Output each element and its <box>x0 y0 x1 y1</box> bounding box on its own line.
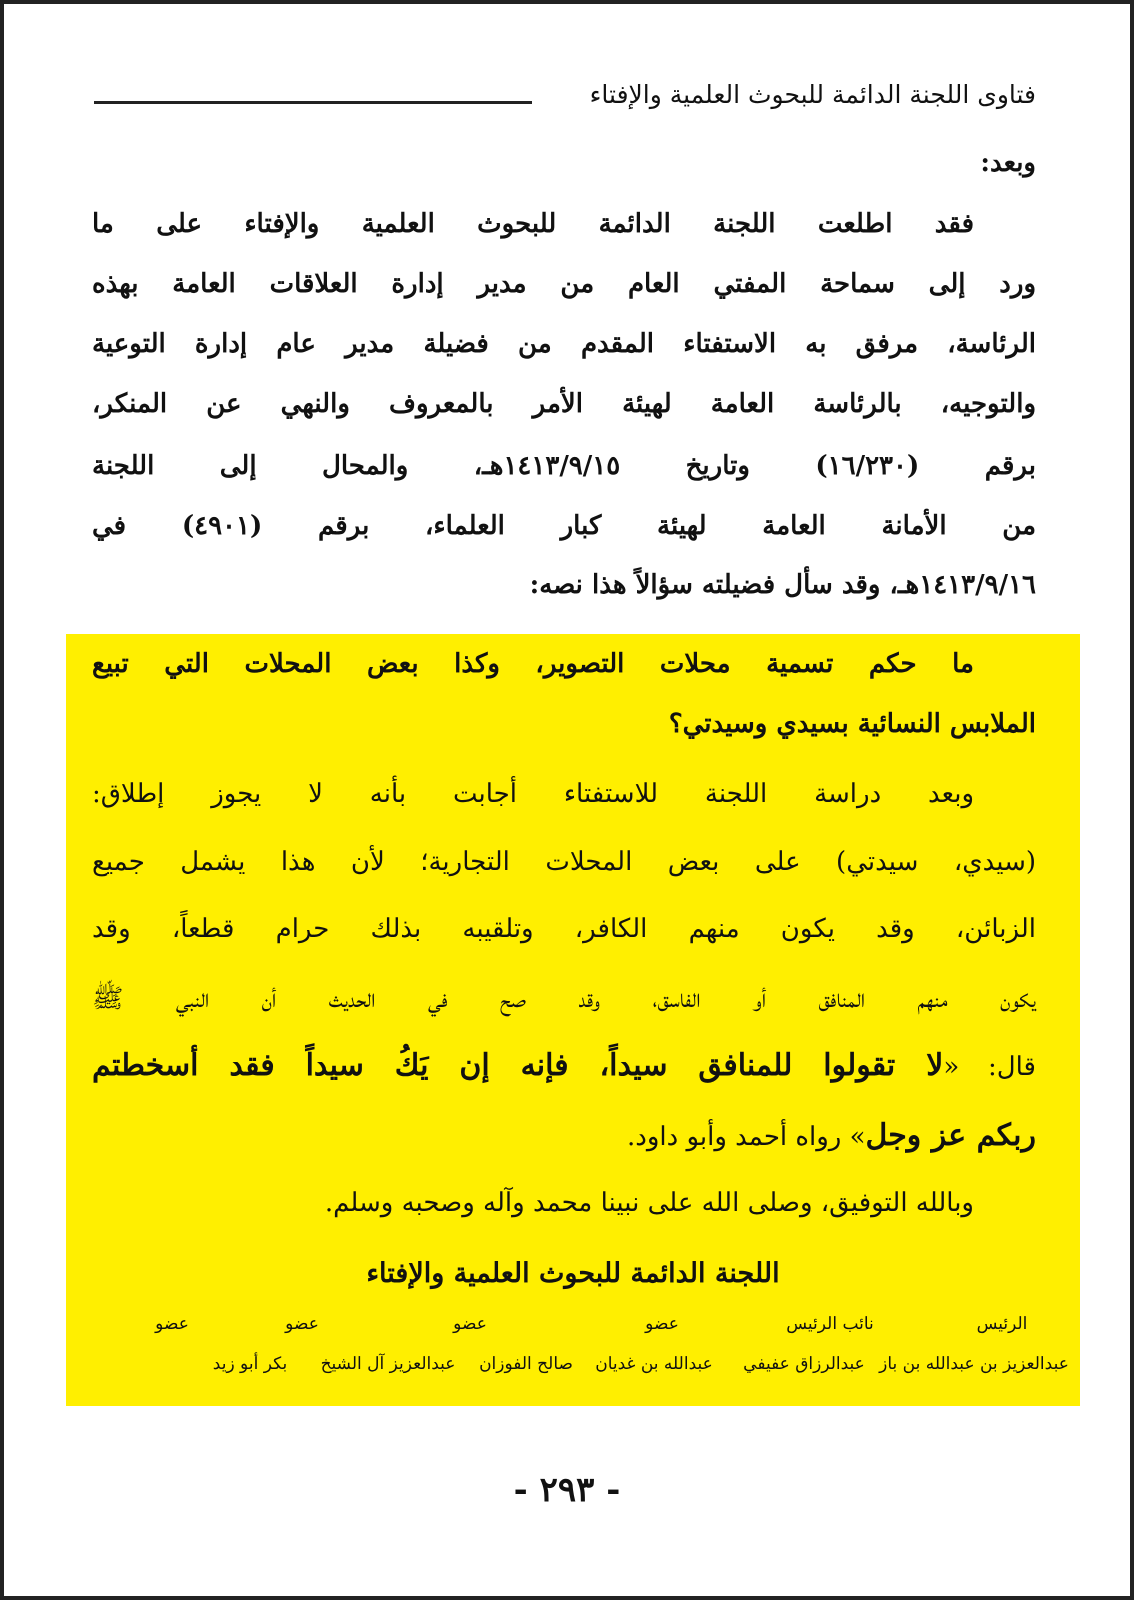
member-role-5: عضو <box>285 1314 319 1334</box>
answer-line-4: يكون منهم المنافق أو الفاسق، وقد صح في الحديث أن النبي ﷺ <box>92 984 1036 1014</box>
question-line-2: الملابس النسائية بسيدي وسيدتي؟ <box>668 709 1036 739</box>
member-role-vice-president: نائب الرئيس <box>786 1314 874 1334</box>
hadith-prefix: قال: « <box>943 1052 1036 1082</box>
hadith-text-1: لا تقولوا للمنافق سيداً، فإنه إن يَكُ سيداً فقد أسخطتم <box>92 1048 944 1083</box>
member-name-5: عبدالعزيز آل الشيخ <box>320 1354 456 1374</box>
closing-line: وبالله التوفيق، وصلى الله على نبينا محمد وآله وصحبه وسلم. <box>324 1188 974 1218</box>
committee-signature-title: اللجنة الدائمة للبحوث العلمية والإفتاء <box>366 1258 780 1289</box>
member-role-4: عضو <box>453 1314 487 1334</box>
answer-line-2: (سيدي، سيدتي) على بعض المحلات التجارية؛ لأن هذا يشمل جميع <box>92 847 1036 877</box>
member-name-4: صالح الفوزان <box>479 1354 573 1374</box>
hadith-line-2 <box>92 1118 1036 1153</box>
body-line-1: فقد اطلعت اللجنة الدائمة للبحوث العلمية والإفتاء على ما <box>92 209 974 239</box>
body-line-2: ورد إلى سماحة المفتي العام من مدير إدارة العلاقات العامة بهذه <box>92 269 1036 299</box>
hadith-line-1 <box>92 1048 1036 1083</box>
answer-line-1: وبعد دراسة اللجنة للاستفتاء أجابت بأنه لا يجوز إطلاق: <box>92 779 974 809</box>
header-rule <box>94 101 532 104</box>
hadith-text-2: ربكم عز وجل <box>865 1118 1036 1153</box>
question-line-1: ما حكم تسمية محلات التصوير، وكذا بعض المحلات التي تبيع <box>92 649 974 679</box>
member-name-vice-president: عبدالرزاق عفيفي <box>743 1354 865 1374</box>
member-role-3: عضو <box>645 1314 679 1334</box>
member-role-6: عضو <box>155 1314 189 1334</box>
running-header-title: فتاوى اللجنة الدائمة للبحوث العلمية والإفتاء <box>589 80 1036 109</box>
member-name-president: عبدالعزيز بن عبدالله بن باز <box>879 1354 1069 1374</box>
member-name-3: عبدالله بن غديان <box>595 1354 713 1374</box>
member-name-6: بكر أبو زيد <box>212 1354 288 1374</box>
body-line-7: ١٤١٣/٩/١٦هـ، وقد سأل فضيلته سؤالاً هذا نصه: <box>529 570 1036 600</box>
body-line-3: الرئاسة، مرفق به الاستفتاء المقدم من فضيلة مدير عام إدارة التوعية <box>92 329 1036 359</box>
highlighted-fatwa-block <box>66 634 1080 1406</box>
page-number: - ٢٩٣ - <box>513 1470 621 1510</box>
body-line-5: برقم (١٦/٢٣٠) وتاريخ ١٤١٣/٩/١٥هـ، والمحال إلى اللجنة <box>92 451 1037 481</box>
body-line-4: والتوجيه، بالرئاسة العامة لهيئة الأمر بالمعروف والنهي عن المنكر، <box>92 389 1036 419</box>
intro-line: وبعد: <box>980 148 1036 178</box>
member-role-president: الرئيس <box>976 1314 1028 1334</box>
answer-line-3: الزبائن، وقد يكون منهم الكافر، وتلقيبه بذلك حرام قطعاً، وقد <box>92 914 1036 944</box>
body-line-6: من الأمانة العامة لهيئة كبار العلماء، برقم (٤٩٠١) في <box>92 511 1037 541</box>
hadith-suffix: » رواه أحمد وأبو داود. <box>626 1122 866 1152</box>
